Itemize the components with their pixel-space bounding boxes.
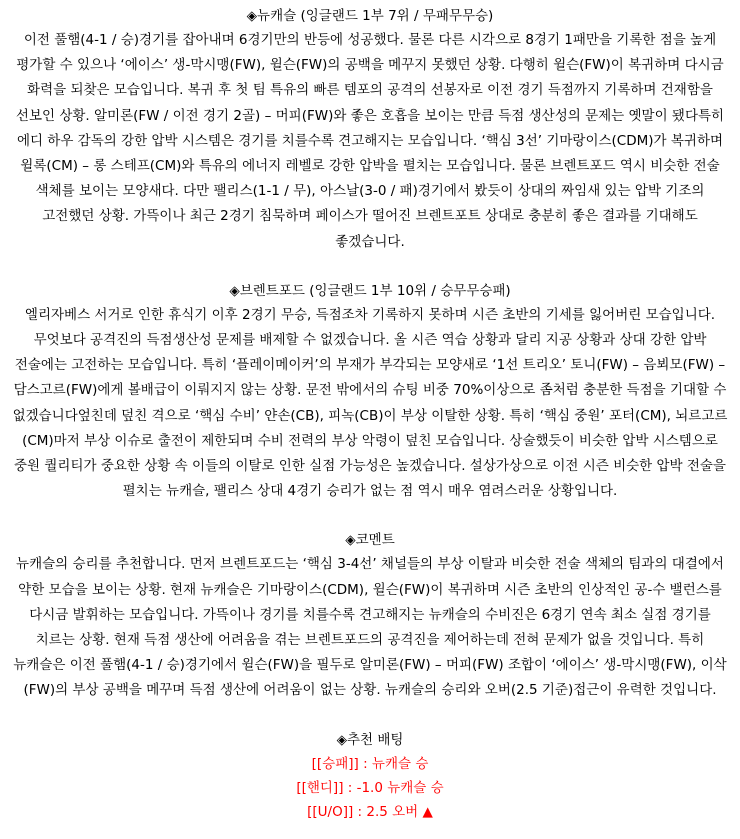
spacer <box>8 255 732 279</box>
spacer <box>8 504 732 528</box>
betting-heading: ◈추천 배팅 <box>336 731 404 748</box>
spacer <box>8 704 732 728</box>
section-body-comment: 뉴캐슬의 승리를 추천합니다. 먼저 브렌트포드는 ‘핵심 3-4선’ 채널들의 부상 이탈과 비슷한 전술 색체의 팀과의 대결에서 약한 모습을 보이는 상황. 현재 뉴캐슬은 기마랑이스(CDM), 윌슨(FW)이 복귀하며 시즌 초반의 인상적인 공-수 밸런스를 다시금 발휘하는 모습입니다. 가뜩이나 경기를 치를수록 견고해지는 뉴캐슬의 수비진은 6경기 연속 최소 실점 경기를 치르는 상황. 현재 득점 생산에 어려움을 겪는 브렌트포드의 공격진을 제어하는데 전혀 문제가 없을 것입니다. 특히 뉴캐슬은 이전 풀햄(4-1 / 승)경기에서 윌슨(FW)을 필두로 알미론(FW) – 머피(FW) 조합이 ‘에이스’ 생-막시맹(FW), 이삭(FW)의 부상 공백을 메꾸며 득점 생산에 어려움이 없는 상황. 뉴캐슬의 승리와 오버(2.5 기준)접근이 유력한 것입니다. <box>13 556 727 699</box>
section-heading-brentford: ◈브렌트포드 (잉글랜드 1부 10위 / 승무무승패) <box>229 282 511 299</box>
section-body-newcastle: 이전 풀햄(4-1 / 승)경기를 잡아내며 6경기만의 반등에 성공했다. 물론 다른 시각으로 8경기 1패만을 기록한 점을 높게 평가할 수 있으나 ‘에이스’ 생-막시맹(FW), 윌슨(FW)의 공백을 메꾸지 못했던 상황. 다행히 윌슨(FW)이 복귀하며 다시금 화력을 되찾은 모습입니다. 복귀 후 첫 팀 특유의 빠른 템포의 공격의 선봉자로 이전 경기 득점까지 기록하며 건재함을 선보인 상황. 알미론(FW / 이전 경기 2골) – 머피(FW)와 좋은 호흡을 보이는 만큼 득점 생산성의 문제는 옛말이 됐다특히 에디 하우 감독의 강한 압박 시스템은 경기를 치를수록 견고해지는 모습입니다. ‘핵심 3선’ 기마랑이스(CDM)가 복귀하며 윌록(CM) – 롱 스테프(CM)와 특유의 에너지 레벨로 강한 압박을 펼치는 모습입니다. 물론 브렌트포드 역시 비슷한 전술 색체를 보이는 모양새다. 다만 팰리스(1-1 / 무), 아스날(3-0 / 패)경기에서 봤듯이 상대의 짜임새 있는 압박 기조의 고전했던 상황. 가뜩이나 최근 2경기 침묵하며 페이스가 떨어진 브렌트포트 상대로 충분히 좋은 결과를 기대해도 좋겠습니다. <box>15 32 725 250</box>
section-heading-comment: ◈코멘트 <box>345 532 395 549</box>
section-heading-newcastle: ◈뉴캐슬 (잉글랜드 1부 7위 / 무패무무승) <box>246 8 494 24</box>
bet-pick-win-loss: [[승패]] : 뉴캐슬 승 <box>311 755 429 772</box>
bet-pick-handicap: [[핸디]] : -1.0 뉴캐슬 승 <box>296 779 444 796</box>
bet-pick-over-under: [[U/O]] : 2.5 오버 ▲ <box>307 803 433 820</box>
section-body-brentford: 엘리자베스 서거로 인한 휴식기 이후 2경기 무승, 득점조차 기록하지 못하며 시즌 초반의 기세를 잃어버린 모습입니다. 무엇보다 공격진의 득점생산성 문제를 배제할 수 없겠습니다. 올 시즌 역습 상황과 달리 지공 상황과 상대 강한 압박 전술에는 고전하는 모습입니다. 특히 ‘플레이메이커’의 부재가 부각되는 모양새로 ‘1선 트리오’ 토니(FW) – 음뵈모(FW) – 담스고르(FW)에게 볼배급이 이뤄지지 않는 상황. 문전 밖에서의 슈팅 비중 70%이상으로 좀처럼 충분한 득점을 기대할 수 없겠습니다엎친데 덮친 격으로 ‘핵심 수비’ 얀손(CB), 피녹(CB)이 부상 이탈한 상황. 특히 ‘핵심 중원’ 포터(CM), 뇌르고르(CM)마저 부상 이슈로 출전이 제한되며 수비 전력의 부상 악령이 덮친 모습입니다. 상술했듯이 비슷한 압박 시스템으로 중원 퀄리티가 중요한 상황 속 이들의 이탈로 인한 실점 가능성은 높겠습니다. 설상가상으로 이전 시즌 비슷한 압박 전술을 펼치는 뉴캐슬, 팰리스 상대 4경기 승리가 없는 점 역시 매우 염려스러운 상황입니다. <box>12 306 728 500</box>
